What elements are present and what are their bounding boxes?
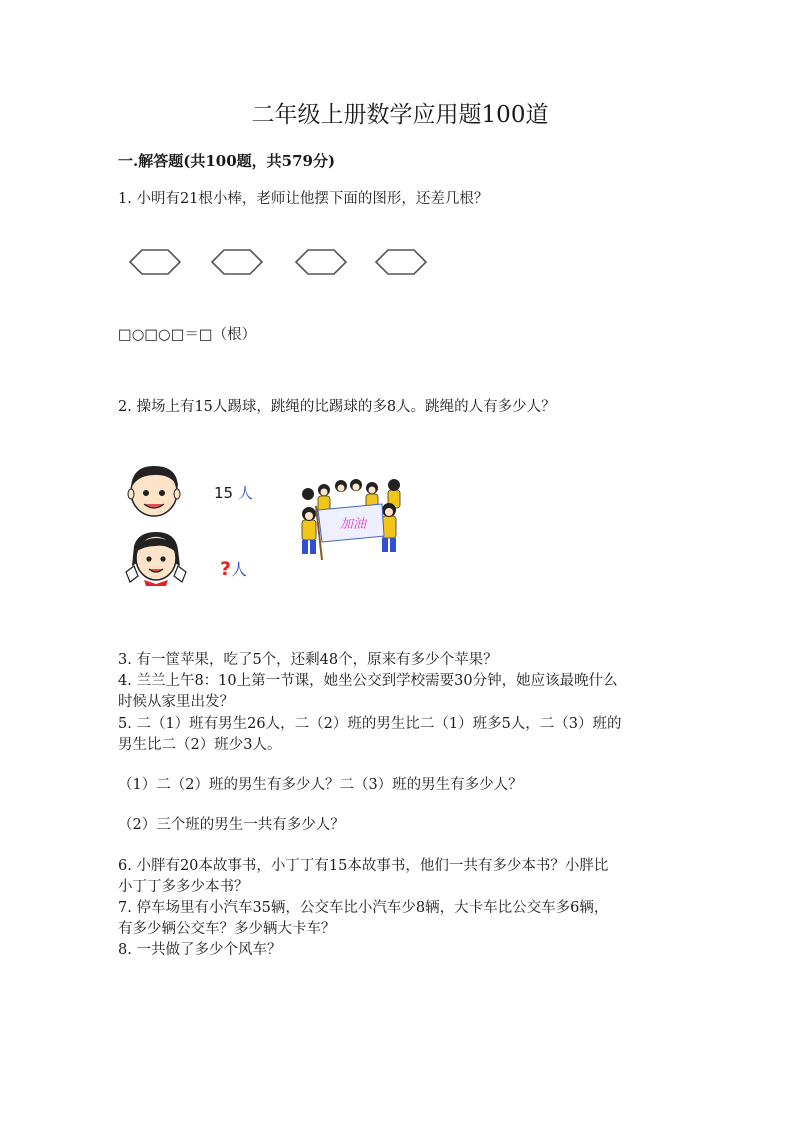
question-5-sub-1: （1）二（2）班的男生有多少人？二（3）班的男生有多少人？ (118, 777, 523, 793)
question-4-line-2: 时候从家里出发？ (118, 694, 234, 710)
page-title: 二年级上册数学应用题100道 (251, 102, 549, 128)
hexagon-outline-icon (128, 247, 182, 277)
question-2: 2. 操场上有15人踢球，跳绳的比踢球的多8人。跳绳的人有多少人？ (118, 399, 556, 415)
hexagon-outline-icon (294, 247, 348, 277)
banner-text: 加油 (340, 517, 367, 532)
cheering-children-illustration (296, 476, 406, 566)
hexagon-outline-icon (374, 247, 428, 277)
question-mark: ? (220, 558, 232, 580)
hexagon-outline-icon (210, 247, 264, 277)
question-6-line-1: 6. 小胖有20本故事书，小丁丁有15本故事书，他们一共有多少本书？小胖比 (118, 858, 609, 874)
equation-template: □○□○□＝□（根） (118, 327, 257, 343)
question-4-line-1: 4. 兰兰上午8：10上第一节课，她坐公交到学校需要30分钟，她应该最晚什么 (118, 673, 618, 689)
count-number: 15 (214, 484, 234, 502)
section-heading: 一.解答题(共100题，共579分) (118, 152, 336, 170)
question-5-sub-2: （2）三个班的男生一共有多少人？ (118, 817, 345, 833)
girl-face-illustration (126, 532, 186, 586)
boy-face-illustration (128, 466, 180, 516)
question-1: 1. 小明有21根小棒，老师让他摆下面的图形，还差几根？ (118, 191, 489, 207)
unit-ren: 人 (237, 484, 253, 502)
question-7-line-2: 有多少辆公交车？多少辆大卡车？ (118, 921, 336, 937)
question-6-line-2: 小丁丁多多少本书？ (118, 879, 249, 895)
question-5-line-2: 男生比二（2）班少3人。 (118, 737, 282, 753)
count-label-15 (214, 482, 253, 503)
question-5-line-1: 5. 二（1）班有男生26人，二（2）班的男生比二（1）班多5人，二（3）班的 (118, 716, 622, 732)
question-8: 8. 一共做了多少个风车？ (118, 942, 282, 958)
count-label-unknown (220, 557, 247, 580)
question-3: 3. 有一筐苹果，吃了5个，还剩48个，原来有多少个苹果？ (118, 652, 498, 668)
hexagon-row (128, 247, 450, 281)
question-7-line-1: 7. 停车场里有小汽车35辆，公交车比小汽车少8辆，大卡车比公交车多6辆， (118, 900, 609, 916)
children-illustration (122, 458, 212, 592)
unit-ren: 人 (231, 560, 248, 579)
